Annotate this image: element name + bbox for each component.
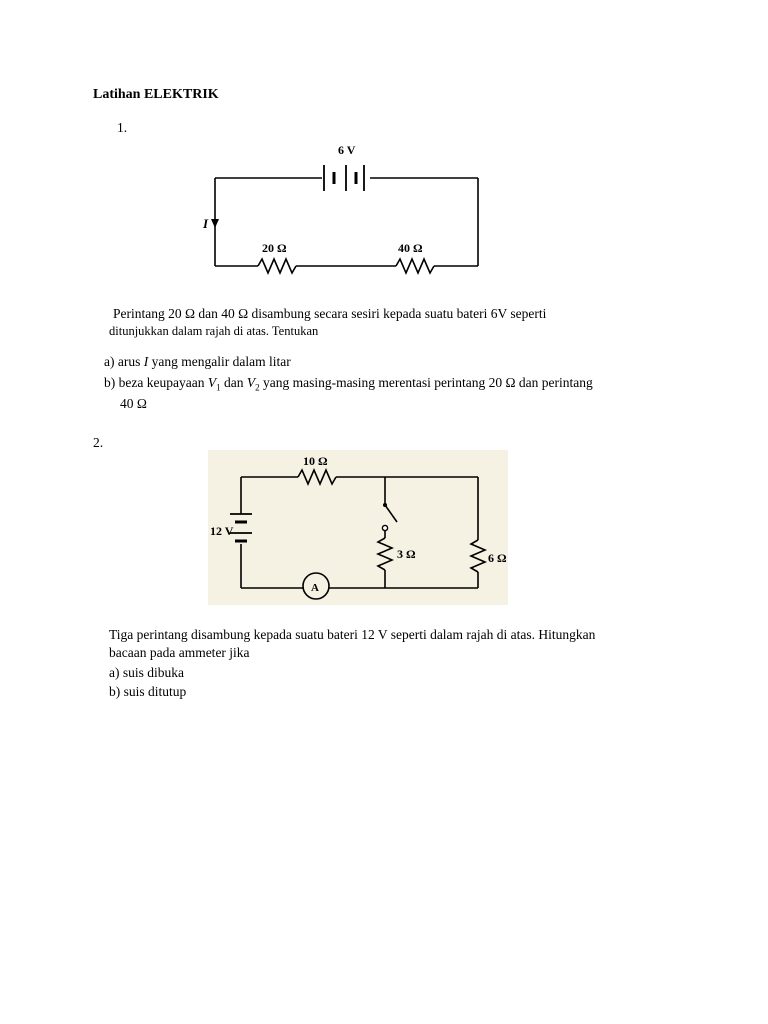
question-1-intro-continued: ditunjukkan dalam rajah di atas. Tentukan <box>109 324 319 338</box>
question-2-part-a: a) suis dibuka <box>109 665 184 680</box>
resistor-label-6: 6 Ω <box>488 551 507 565</box>
ammeter-label: A <box>311 582 319 594</box>
resistor-label-40: 40 Ω <box>398 241 423 255</box>
variable-v2-subscript: 2 <box>255 382 260 393</box>
question-1-part-a <box>104 352 291 372</box>
current-arrow-icon <box>211 219 219 228</box>
question-1-part-b-continued: 40 Ω <box>120 396 147 411</box>
variable-v1: V <box>207 375 217 390</box>
battery-label-12v: 12 V <box>210 524 234 538</box>
battery-label-6v: 6 V <box>338 143 356 157</box>
part-a-prefix: a) arus <box>104 354 144 369</box>
part-a-suffix: yang mengalir dalam litar <box>148 354 291 369</box>
part-a-variable: I <box>143 354 149 369</box>
question-2-number: 2. <box>93 435 104 450</box>
variable-v1-subscript: 1 <box>216 382 221 393</box>
diagram-background <box>208 450 508 605</box>
circuit-diagram-2 <box>208 450 508 605</box>
switch-pivot-icon <box>383 503 387 507</box>
switch-contact-icon <box>382 525 387 530</box>
question-1-intro: Perintang 20 Ω dan 40 Ω disambung secara sesiri kepada suatu bateri 6V seperti <box>113 306 547 321</box>
resistor-label-10: 10 Ω <box>303 454 328 468</box>
resistor-label-3: 3 Ω <box>397 547 416 561</box>
part-b-suffix: yang masing-masing merentasi perintang 20 Ω dan perintang <box>259 375 593 390</box>
circuit-diagram-1 <box>200 135 490 285</box>
variable-v2: V <box>246 375 256 390</box>
part-b-mid: dan <box>220 375 247 390</box>
resistor-label-20: 20 Ω <box>262 241 287 255</box>
current-label-i: I <box>203 216 209 231</box>
question-1-number: 1. <box>117 120 128 135</box>
part-b-prefix: b) beza keupayaan <box>104 375 208 390</box>
question-1-part-b <box>104 373 593 398</box>
question-2-line-2: bacaan pada ammeter jika <box>109 645 250 660</box>
question-2-part-b: b) suis ditutup <box>109 684 187 699</box>
worksheet-title: Latihan ELEKTRIK <box>93 87 219 102</box>
question-2-line-1: Tiga perintang disambung kepada suatu bateri 12 V seperti dalam rajah di atas. Hitungkan <box>109 627 596 642</box>
